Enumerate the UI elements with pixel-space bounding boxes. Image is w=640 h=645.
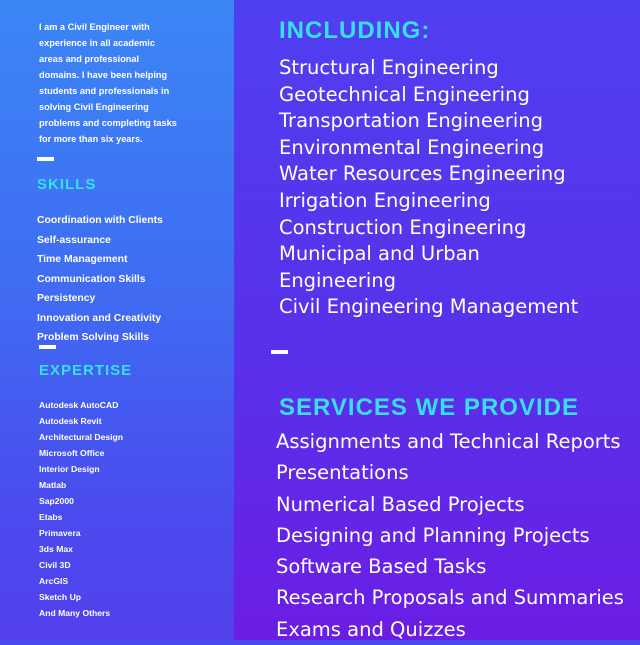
services-list [276, 426, 624, 645]
list-item: Communication Skills [37, 273, 146, 285]
areas-title: INCLUDING: [279, 17, 431, 44]
list-item: Presentations [276, 461, 409, 485]
about-line: solving Civil Engineering [39, 102, 149, 112]
list-item: And Many Others [39, 608, 111, 618]
divider-dash [271, 350, 288, 354]
list-item: Architectural Design [39, 432, 124, 442]
list-item: Innovation and Creativity [37, 312, 162, 324]
list-item: Exams and Quizzes [276, 617, 466, 641]
services-title: SERVICES WE PROVIDE [279, 394, 579, 421]
about-line: areas and professional [39, 54, 140, 64]
list-item: Autodesk Revit [39, 416, 102, 426]
list-item: Numerical Based Projects [276, 492, 525, 516]
list-item: 3ds Max [39, 544, 73, 554]
list-item: Autodesk AutoCAD [39, 400, 119, 410]
about-line: I am a Civil Engineer with [39, 22, 150, 32]
list-item: Civil 3D [39, 560, 71, 570]
list-item: Self-assurance [37, 234, 111, 246]
list-item: Assignments and Technical Reports [276, 430, 621, 453]
list-item: Geotechnical Engineering [279, 82, 530, 106]
list-item: Research Proposals and Summaries [276, 586, 624, 610]
expertise-title: EXPERTISE [39, 362, 133, 379]
skills-list [37, 211, 163, 348]
divider-dash [39, 345, 56, 349]
list-item: Microsoft Office [39, 448, 105, 458]
list-item: Sketch Up [39, 592, 82, 602]
list-item: Persistency [37, 293, 96, 304]
areas-list [279, 55, 578, 321]
list-item: Civil Engineering Management [279, 295, 579, 319]
list-item: Time Management [37, 254, 128, 265]
list-item: Structural Engineering [279, 56, 499, 79]
list-item: ArcGIS [39, 576, 69, 586]
about-line: experience in all academic [39, 38, 155, 48]
divider-dash [37, 157, 54, 161]
list-item: Engineering [279, 268, 396, 292]
about-line: problems and completing tasks [39, 118, 177, 128]
list-item: Software Based Tasks [276, 555, 487, 579]
list-item: Interior Design [39, 464, 100, 474]
list-item: Construction Engineering [279, 215, 527, 239]
list-item: Problem Solving Skills [37, 332, 150, 343]
list-item: Irrigation Engineering [279, 188, 491, 212]
list-item: Matlab [39, 480, 67, 490]
list-item: Designing and Planning Projects [276, 523, 590, 547]
skills-title: SKILLS [37, 176, 97, 193]
list-item: Sap2000 [39, 496, 74, 506]
list-item: Primavera [39, 528, 81, 538]
list-item: Water Resources Engineering [279, 162, 566, 186]
list-item: Coordination with Clients [37, 215, 163, 226]
list-item: Etabs [39, 512, 63, 522]
list-item: Municipal and Urban [279, 242, 480, 266]
about-line: for more than six years. [39, 134, 143, 144]
about-line: domains. I have been helping [39, 70, 168, 80]
about-text [39, 19, 219, 147]
list-item: Transportation Engineering [279, 109, 544, 133]
about-line: students and professionals in [39, 86, 170, 96]
list-item: Environmental Engineering [279, 135, 545, 159]
expertise-list [39, 397, 123, 621]
